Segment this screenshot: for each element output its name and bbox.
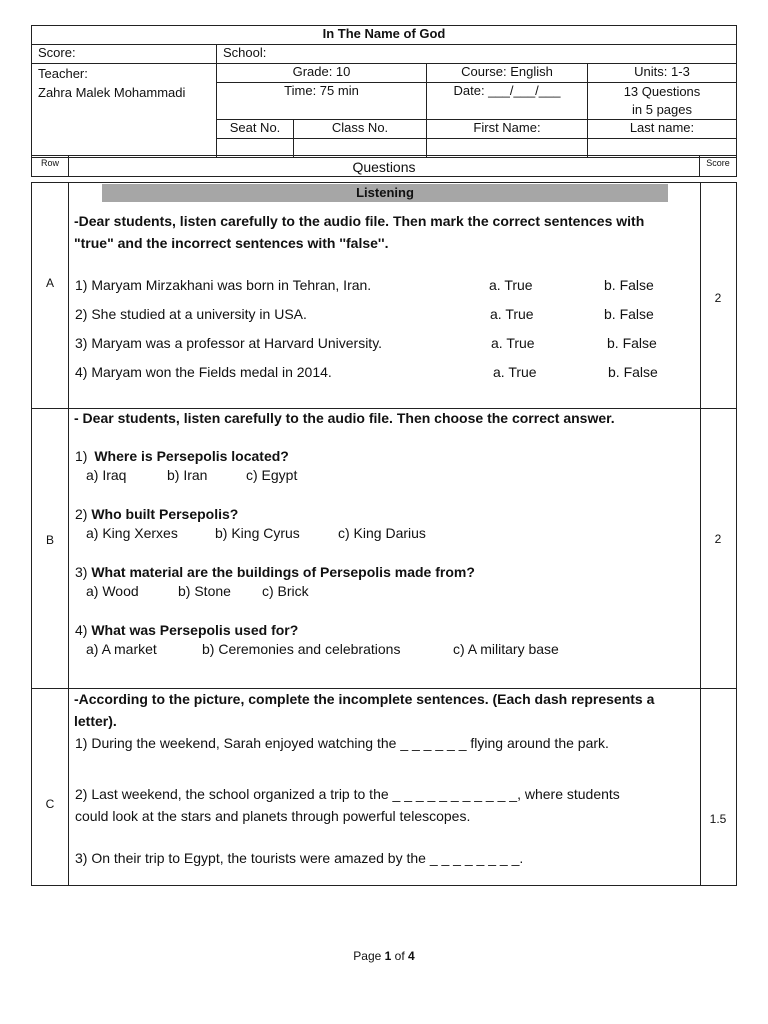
question-count-line1: 13 Questions (623, 84, 701, 99)
question-a3: 3) Maryam was a professor at Harvard University. (75, 335, 383, 351)
option-b2-c[interactable]: c) King Darius (338, 525, 426, 541)
question-b1-number: 1) (75, 448, 88, 464)
grade: Grade: 10 (217, 64, 427, 83)
score-c: 1.5 (709, 812, 727, 826)
questions-column-header (31, 155, 737, 177)
question-b4-number: 4) (75, 622, 88, 638)
question-b3 (75, 563, 475, 581)
score-b: 2 (714, 532, 722, 546)
question-b1 (75, 447, 289, 465)
teacher-label: Teacher: (38, 66, 88, 81)
row-label-b: B (45, 533, 54, 547)
instruction-a-line2: "true" and the incorrect sentences with ''false''. (74, 235, 389, 251)
time: Time: 75 min (217, 83, 427, 120)
question-b2 (75, 505, 238, 523)
question-b2-text: Who built Persepolis? (91, 506, 239, 522)
instruction-b: - Dear students, listen carefully to the audio file. Then choose the correct answer. (74, 410, 615, 426)
question-count (588, 83, 737, 120)
option-b3-c[interactable]: c) Brick (262, 583, 309, 599)
question-a4: 4) Maryam won the Fields medal in 2014. (75, 364, 332, 380)
questions-column-label: Questions (352, 159, 416, 175)
option-b3-b[interactable]: b) Stone (178, 583, 231, 599)
class-no-label: Class No. (294, 120, 427, 139)
sentence-c1: 1) During the weekend, Sarah enjoyed watching the _ _ _ _ _ _ flying around the park. (75, 735, 609, 751)
row-label-a: A (45, 276, 54, 290)
date-field: Date: ___/___/___ (427, 83, 588, 120)
sentence-c2: 2) Last weekend, the school organized a trip to the _ _ _ _ _ _ _ _ _ _ _, where students (75, 786, 620, 802)
row-column-label: Row (32, 156, 69, 176)
sentence-c3: 3) On their trip to Egypt, the tourists were amazed by the _ _ _ _ _ _ _ _. (75, 850, 524, 866)
option-b2-b[interactable]: b) King Cyrus (215, 525, 300, 541)
option-b1-a[interactable]: a) Iraq (86, 467, 127, 483)
section-divider-bc (32, 688, 736, 689)
option-a2-false[interactable]: b. False (604, 306, 654, 322)
units: Units: 1-3 (588, 64, 737, 83)
question-a1: 1) Maryam Mirzakhani was born in Tehran, Iran. (75, 277, 372, 293)
page-footer (0, 949, 768, 963)
instruction-a-line1: -Dear students, listen carefully to the audio file. Then mark the correct sentences with (74, 213, 645, 229)
score-label: Score: (32, 45, 217, 64)
school-label: School: (217, 45, 737, 64)
option-a1-true[interactable]: a. True (489, 277, 533, 293)
questions-table (31, 182, 737, 886)
teacher-name: Zahra Malek Mohammadi (38, 85, 186, 100)
page-word: Page (353, 949, 382, 963)
option-b4-c[interactable]: c) A military base (453, 641, 559, 657)
option-b4-b[interactable]: b) Ceremonies and celebrations (202, 641, 401, 657)
question-b3-number: 3) (75, 564, 88, 580)
option-a2-true[interactable]: a. True (490, 306, 534, 322)
exam-header-table (31, 25, 737, 158)
seat-no-label: Seat No. (217, 120, 294, 139)
page-current: 1 (384, 949, 392, 963)
option-a3-false[interactable]: b. False (607, 335, 657, 351)
question-b4-text: What was Persepolis used for? (91, 622, 299, 638)
option-b1-c[interactable]: c) Egypt (246, 467, 298, 483)
question-b4 (75, 621, 298, 639)
instruction-c-line2: letter). (74, 713, 117, 729)
instruction-c-line1: -According to the picture, complete the incomplete sentences. (Each dash represents a (74, 691, 655, 707)
option-b2-a[interactable]: a) King Xerxes (86, 525, 178, 541)
question-b1-text: Where is Persepolis located? (94, 448, 289, 464)
exam-title: In The Name of God (32, 26, 737, 45)
question-count-line2: in 5 pages (632, 102, 692, 117)
page-of: of (394, 949, 405, 963)
section-title-listening: Listening (102, 184, 668, 202)
course: Course: English (427, 64, 588, 83)
option-a4-false[interactable]: b. False (608, 364, 658, 380)
question-b2-number: 2) (75, 506, 88, 522)
last-name-label: Last name: (588, 120, 737, 139)
option-a4-true[interactable]: a. True (493, 364, 537, 380)
option-a1-false[interactable]: b. False (604, 277, 654, 293)
first-name-label: First Name: (427, 120, 588, 139)
row-label-c: C (45, 797, 55, 811)
teacher-cell (32, 64, 217, 158)
option-a3-true[interactable]: a. True (491, 335, 535, 351)
question-b3-text: What material are the buildings of Persepolis made from? (91, 564, 475, 580)
score-a: 2 (714, 291, 722, 305)
row-divider (68, 183, 69, 885)
option-b4-a[interactable]: a) A market (86, 641, 157, 657)
score-column-label: Score (699, 156, 736, 176)
page-total: 4 (408, 949, 415, 963)
sentence-c2-continued: could look at the stars and planets through powerful telescopes. (75, 808, 471, 824)
option-b1-b[interactable]: b) Iran (167, 467, 208, 483)
option-b3-a[interactable]: a) Wood (86, 583, 139, 599)
question-a2: 2) She studied at a university in USA. (75, 306, 307, 322)
